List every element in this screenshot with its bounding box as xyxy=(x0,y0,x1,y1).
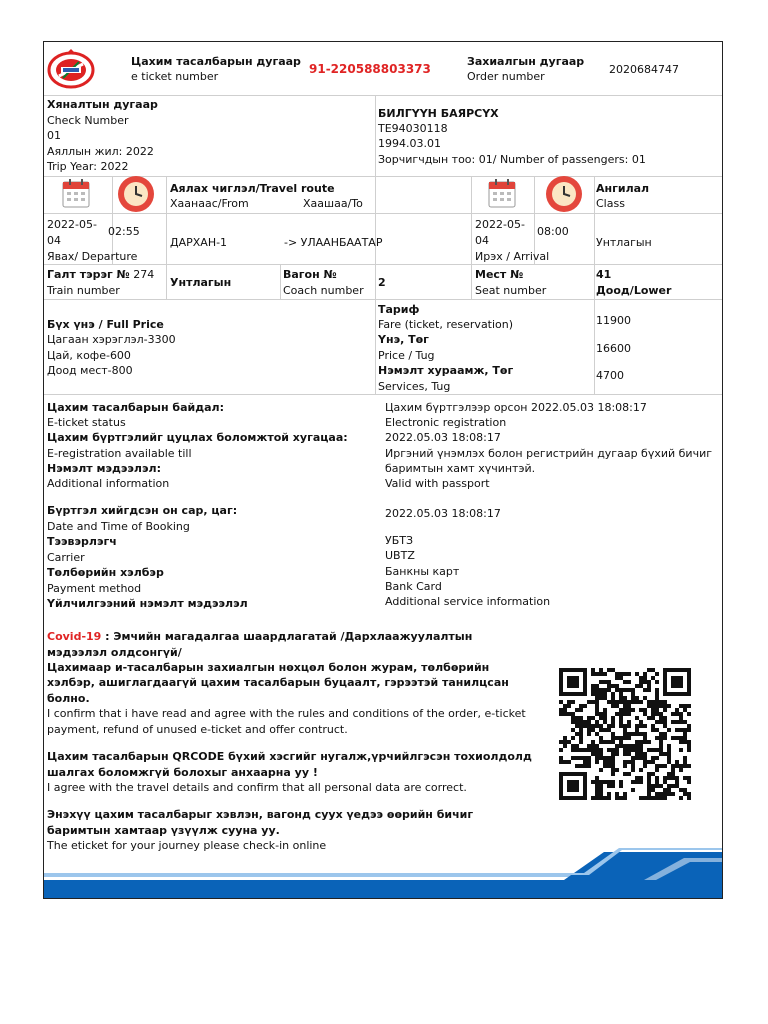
arrival-time: 08:00 xyxy=(537,225,569,238)
class-value: Унтлагын xyxy=(596,236,652,249)
services-label-en: Services, Tug xyxy=(378,380,451,393)
check-number: 01 xyxy=(47,129,61,142)
footer-stripes xyxy=(44,840,723,899)
to-label: Хаашаа/To xyxy=(303,197,363,210)
passenger-name: БИЛГҮҮН БАЯРСҮХ xyxy=(378,107,499,120)
rules-mn-3: болно. xyxy=(47,692,90,705)
services-value: 4700 xyxy=(596,369,624,382)
seat-number: 41 xyxy=(596,268,612,281)
check-label-mn: Хяналтын дугаар xyxy=(47,98,158,111)
calendar-icon xyxy=(488,178,516,208)
payment-value-en: Bank Card xyxy=(385,580,442,593)
class-label-mn: Ангилал xyxy=(596,182,650,195)
departure-label: Явах/ Departure xyxy=(47,250,138,263)
calendar-icon xyxy=(62,178,90,208)
addinfo-value-mn-1: Иргэний үнэмлэх болон регистрийн дугаар бүхий бичиг xyxy=(385,447,713,460)
divider xyxy=(44,213,723,214)
from-label: Хаанаас/From xyxy=(170,197,249,210)
passenger-dob: 1994.03.01 xyxy=(378,137,441,150)
fare-label-en: Fare (ticket, reservation) xyxy=(378,318,514,331)
tug-label-mn: Үнэ, Төг xyxy=(378,333,429,346)
status-value-en: Electronic registration xyxy=(385,416,507,429)
seat-label-en: Seat number xyxy=(475,284,547,297)
service-value-en: Additional service information xyxy=(385,595,551,608)
order-number: 2020684747 xyxy=(609,63,679,76)
addinfo-value-en: Valid with passport xyxy=(385,477,490,490)
order-label-mn: Захиалгын дугаар xyxy=(467,55,585,68)
train-number-field xyxy=(47,267,154,282)
covid-text-1: : Эмчийн магадалгаа шаардлагатай /Дархлаажуулалтын xyxy=(101,630,473,643)
fare-label-mn: Тариф xyxy=(378,303,420,316)
rules-en-2: payment, refund of unused e-ticket and offer contruct. xyxy=(47,723,348,736)
tug-label-en: Price / Tug xyxy=(378,349,435,362)
carrier-value-mn: УБТЗ xyxy=(385,534,414,547)
arrival-date-2: 04 xyxy=(475,234,489,247)
ereg-label-mn: Цахим бүртгэлийг цуцлах боломжтой хугацаа: xyxy=(47,431,348,444)
train-label-en: Train number xyxy=(47,284,120,297)
departure-date-1: 2022-05- xyxy=(47,218,97,231)
ereg-value: 2022.05.03 18:08:17 xyxy=(385,431,501,444)
status-value: Цахим бүртгэлээр орсон 2022.05.03 18:08:17 xyxy=(385,401,647,414)
eticket-label-mn: Цахим тасалбарын дугаар xyxy=(131,55,301,68)
covid-text-2: мэдээлэл олдсонгүй/ xyxy=(47,646,182,659)
check-label-en: Check Number xyxy=(47,114,129,127)
to-station: -> УЛААНБААТАР xyxy=(284,236,383,249)
passenger-count: Зорчигчдын тоо: 01/ Number of passengers: 01 xyxy=(378,153,646,166)
seat-type: Доод/Lower xyxy=(596,284,672,297)
status-label-en: E-ticket status xyxy=(47,416,126,429)
coach-number: 2 xyxy=(378,276,386,289)
train-label-mn: Галт тэрэг № xyxy=(47,268,130,281)
status-label-mn: Цахим тасалбарын байдал: xyxy=(47,401,224,414)
booking-datetime-label-en: Date and Time of Booking xyxy=(47,520,190,533)
e-ticket xyxy=(43,41,723,899)
payment-label-en: Payment method xyxy=(47,582,142,595)
ereg-label-en: E-registration available till xyxy=(47,447,192,460)
price-item-2: Цай, кофе-600 xyxy=(47,349,131,362)
payment-value-mn: Банкны карт xyxy=(385,565,460,578)
eticket-number: 91-220588803373 xyxy=(309,62,431,76)
booking-datetime-value: 2022.05.03 18:08:17 xyxy=(385,507,501,520)
fare-value: 11900 xyxy=(596,314,631,327)
addinfo-value-mn-2: баримтын хамт хүчинтэй. xyxy=(385,462,536,475)
clock-icon xyxy=(545,175,583,213)
print-note-mn-2: баримтын хамтаар үзүүлж сууна уу. xyxy=(47,824,280,837)
covid-notice xyxy=(47,629,472,644)
price-item-3: Доод мест-800 xyxy=(47,364,133,377)
train-number: 274 xyxy=(133,268,155,281)
print-note-mn-1: Энэхүү цахим тасалбарыг хэвлэн, вагонд суух үедээ өөрийн бичиг xyxy=(47,808,474,821)
carrier-label-mn: Тээвэрлэгч xyxy=(47,535,117,548)
arrival-label: Ирэх / Arrival xyxy=(475,250,550,263)
departure-time: 02:55 xyxy=(108,225,140,238)
from-station: ДАРХАН-1 xyxy=(170,236,228,249)
payment-label-mn: Төлбөрийн хэлбэр xyxy=(47,566,164,579)
travel-route-title: Аялах чиглэл/Travel route xyxy=(170,182,335,195)
divider xyxy=(44,394,723,395)
carrier-label-en: Carrier xyxy=(47,551,85,564)
ticket-qr-code xyxy=(552,664,698,804)
passenger-doc: TE94030118 xyxy=(378,122,448,135)
covid-tag: Covid-19 xyxy=(47,630,102,643)
divider xyxy=(44,299,723,300)
rules-en-1: I confirm that i have read and agree with the rules and conditions of the order, e-ticket xyxy=(47,707,526,720)
trip-year-mn: Аяллын жил: 2022 xyxy=(47,145,154,158)
order-label-en: Order number xyxy=(467,70,545,83)
eticket-label-en: e ticket number xyxy=(131,70,219,83)
qr-note-en: I agree with the travel details and confirm that all personal data are correct. xyxy=(47,781,467,794)
rules-mn-2: хэлбэр, ашиглагдаагүй цахим тасалбарын буцаалт, гэрээтэй танилцсан xyxy=(47,676,509,689)
services-label-mn: Нэмэлт хураамж, Төг xyxy=(378,364,514,377)
divider xyxy=(44,264,723,265)
carrier-value-en: UBTZ xyxy=(385,549,415,562)
price-value: 16600 xyxy=(596,342,631,355)
ubtz-logo xyxy=(47,48,95,90)
service-label-mn: Үйлчилгээний нэмэлт мэдээлэл xyxy=(47,597,248,610)
qr-note-mn-2: шалгах боломжгүй болохыг анхаарна уу ! xyxy=(47,766,318,779)
seat-label-mn: Мест № xyxy=(475,268,524,281)
divider xyxy=(280,264,281,299)
addinfo-label-mn: Нэмэлт мэдээлэл: xyxy=(47,462,161,475)
coach-label-en: Coach number xyxy=(283,284,364,297)
car-type: Унтлагын xyxy=(170,276,232,289)
arrival-date-1: 2022-05- xyxy=(475,218,525,231)
qr-note-mn-1: Цахим тасалбарын QRCODE бүхий хэсгийг нугалж,үрчийлгэсэн тохиолдолд xyxy=(47,750,532,763)
clock-icon xyxy=(117,175,155,213)
price-item-1: Цагаан хэрэглэл-3300 xyxy=(47,333,176,346)
divider xyxy=(166,176,167,299)
divider xyxy=(44,95,723,96)
rules-mn-1: Цахимаар и-тасалбарын захиалгын нөхцөл болон журам, төлбөрийн xyxy=(47,661,490,674)
addinfo-label-en: Additional information xyxy=(47,477,170,490)
departure-date-2: 04 xyxy=(47,234,61,247)
divider xyxy=(471,176,472,299)
booking-datetime-label-mn: Бүртгэл хийгдсэн он сар, цаг: xyxy=(47,504,238,517)
print-note-en: The eticket for your journey please check-in online xyxy=(47,839,327,852)
trip-year-en: Trip Year: 2022 xyxy=(47,160,129,173)
full-price-label: Бүх үнэ / Full Price xyxy=(47,318,164,331)
coach-label-mn: Вагон № xyxy=(283,268,337,281)
divider xyxy=(594,176,595,394)
class-label-en: Class xyxy=(596,197,625,210)
